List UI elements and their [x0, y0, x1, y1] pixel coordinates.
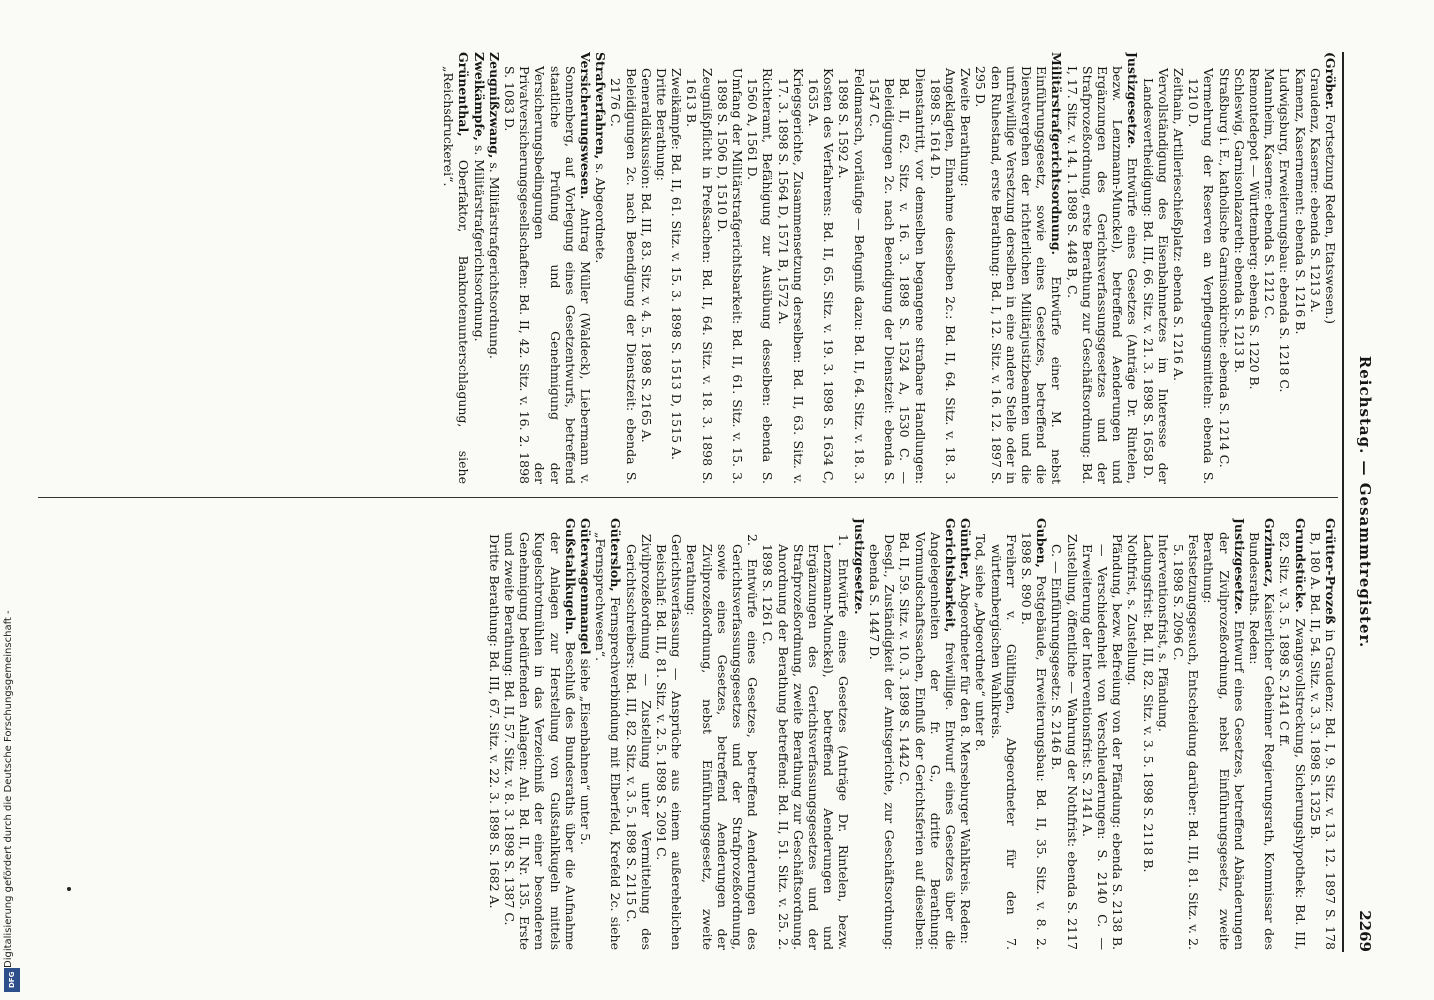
entry-head: Militärstrafgerichtsordnung.	[1049, 52, 1065, 255]
index-entry	[654, 518, 684, 950]
index-entry	[1171, 52, 1186, 484]
index-entry	[928, 52, 958, 484]
index-entry	[1277, 52, 1292, 484]
entry-text: Remontedepot — Württemberg: ebenda S. 1220 B.	[1246, 68, 1262, 390]
entry-text: Festsetzungsgesuch, Entscheidung darüber: Bd. III, 81. Sitz. v. 2. 5. 1898 S. 2096 C.	[1170, 534, 1202, 950]
digitization-credit: Digitalisierung gefördert durch die Deutsche Forschungsgemeinschaft -	[3, 610, 14, 968]
entry-text: Umfang der Militärstrafgerichtsbarkeit: Bd. II, 61. Sitz. v. 15. 3. 1898 S. 1506 D, 1510 D.	[714, 68, 746, 484]
index-entry	[1080, 518, 1126, 950]
index-entry	[593, 518, 623, 950]
entry-text: Kriegsgerichte, Zusammensetzung derselben: Bd. II, 63. Sitz. v. 17. 3. 1898 S. 1564 D, 1571 B, 1572 A.	[775, 68, 806, 484]
index-entry	[1292, 52, 1307, 484]
index-entry	[1262, 52, 1277, 484]
entry-text: Zweite Berathung:	[958, 68, 974, 187]
index-entry	[988, 518, 1018, 950]
index-entry	[1140, 518, 1155, 950]
index-entry	[1049, 518, 1079, 950]
column-divider	[38, 497, 1338, 498]
entry-text: Zwangsvollstreckung, Sicherungshypothek: Bd. III, 82. Sitz. v. 3. 5. 1898 S. 2141 C ff.	[1277, 532, 1308, 950]
index-entry	[745, 52, 775, 484]
index-entry	[775, 52, 805, 484]
entry-text: 2. Entwürfe eines Gesetzes, betreffend Aenderungen des Gerichtsverfassungsgesetzes und der Strafprozeßordnung, sowie eines Gesetzes, betreffend Aenderungen der Zivilprozeßordnung, nebst Einführungsgesetz, zweite Berathung:	[684, 534, 761, 950]
index-entry	[1186, 52, 1216, 484]
index-entry	[836, 52, 866, 484]
entry-head: Gerichtsbarkeit,	[942, 518, 958, 633]
index-entry	[1125, 518, 1140, 950]
entry-text: s. Militärstrafgerichtsordnung.	[486, 162, 502, 359]
dfg-logo: DFG	[4, 968, 20, 992]
entry-text: Entwürfe eines Gesetzes (Anträge Dr. Rintelen, bezw. Lenzmann-Munckel), betreffend Aenderungen und Ergänzungen des Gerichtsverfassungsgesetzes und der Strafprozeßordnung, erste Berathung zur Geschäftsordnung: Bd. I, 17. Sitz. v. 14. 1. 1898 S. 448 B, C.	[1064, 66, 1141, 484]
entry-text: Entwurf eines Gesetzes, betreffend Abänderungen der Zivilprozeßordnung, nebst Einführungsgesetz, zweite Berathung:	[1201, 532, 1247, 950]
entry-text: 1. Entwürfe eines Gesetzes (Anträge Dr. Rintelen, bezw. Lenzmann-Munckel), betreffend Aenderungen und Ergänzungen des Gerichtsverfassungsgesetzes und der Strafprozeßordnung, zweite Berathung zur Geschäftsordnung. Anordnung der Berathung betreffend: Bd. II, 51. Sitz. v. 25. 2. 1898 S. 1261 C.	[760, 534, 852, 950]
entry-text: siehe „Eisenbahnen“ unter 5.	[578, 658, 594, 846]
entry-text: Ludwigsburg, Erweiterungsbau: ebenda S. 1218 C.	[1277, 68, 1293, 393]
ink-dot	[67, 887, 71, 891]
index-entry	[684, 518, 760, 950]
left-column	[38, 52, 1338, 484]
entry-text: Dritte Berathung: Bd. III, 67. Sitz. v. 22. 3. 1898 S. 1682 A.	[486, 534, 502, 909]
entry-head: Justizgesetze.	[1125, 52, 1141, 149]
index-entry	[471, 52, 486, 484]
index-entry	[669, 52, 684, 484]
entry-text: Fernsprechverbindung mit Elberfeld, Krefeld 2c. siehe „Fernsprechwesen“.	[593, 532, 624, 950]
header-rule	[1342, 52, 1344, 952]
index-entry	[715, 52, 745, 484]
index-entry	[684, 52, 714, 484]
entry-text: Dienstantritt, vor demselben begangene strafbare Handlungen: Bd. II, 62. Sitz. v. 16. 3. 1898 S. 1524 A, 1530 C. — Beleidigungen 2c. nach Beendigung der Dienstzeit: ebenda S. 1547 C.	[866, 68, 928, 484]
entry-text: Vervollständigung des Eisenbahnnetzes im Interesse der Landesvertheidigung: Bd. III, 66. Sitz. v. 21. 3. 1898 S. 1658 D.	[1140, 68, 1171, 484]
entry-text: Zivilprozeßordnung — Zustellung unter Vermittelung des Gerichtsschreibers: Bd. III, 82. Sitz. v. 3. 5. 1898 S. 2115 C.	[623, 534, 654, 950]
index-entry	[1308, 518, 1338, 950]
entry-text: Feldmarsch, vorläufige — Befugniß dazu: Bd. II, 64. Sitz. v. 18. 3. 1898 S. 1592 A.	[836, 68, 867, 484]
index-entry	[639, 52, 654, 484]
index-entry	[1064, 52, 1140, 484]
entry-head: Grünenthal,	[456, 52, 472, 137]
page-number: 2269	[1356, 910, 1374, 952]
index-entry	[1171, 518, 1201, 950]
entry-text: Schleswig, Garnisonlazareth: ebenda S. 1213 B.	[1231, 68, 1247, 373]
index-entry	[1140, 52, 1170, 484]
index-entry	[1019, 518, 1049, 950]
entry-text: Richteramt, Befähigung zur Ausübung desselben: ebenda S. 1560 A, 1561 D.	[745, 68, 776, 484]
entry-head: Günther,	[958, 518, 974, 580]
index-entry	[973, 518, 988, 950]
entry-head: Güterwagenmangel	[578, 518, 594, 655]
index-entry	[1247, 518, 1277, 950]
index-entry	[1201, 518, 1247, 950]
index-entry	[1232, 52, 1247, 484]
entry-text: Kosten des Verfahrens: Bd. II, 65. Sitz. v. 19. 3. 1898 S. 1634 C, 1635 A.	[806, 68, 837, 484]
entry-text: Entwürfe einer M. nebst Einführungsgesetz, sowie eines Gesetzes, betreffend die Dienstvergehen der richterlichen Militärjustizbeamten und die unfreiwillige Versetzung derselben in eine andere Stelle oder in den Ruhestand, erste Berathung: Bd. I, 12. Sitz. v. 16. 12. 1897 S. 295 D.	[973, 66, 1065, 484]
entry-text: Fortsetzung Reden, Etatswesen.)	[1323, 113, 1338, 325]
entry-text: Pfändung, bezw. Befreiung von der Pfändung: ebenda S. 2138 B. — Verschiedenheit von Verschleuderungen: S. 2140 C. — Erweiterung der Interventionsfrist: S. 2141 A.	[1079, 534, 1126, 950]
entry-text: Ladungsfrist: Bd. III, 82. Sitz. v. 3. 5. 1898 S. 2118 B.	[1140, 534, 1156, 873]
index-entry	[852, 518, 867, 950]
index-entry	[760, 518, 851, 950]
entry-head: Zweikämpfe,	[471, 52, 487, 141]
entry-text: s. Abgeordnete.	[593, 163, 609, 264]
index-entry	[608, 52, 638, 484]
index-entry	[1247, 52, 1262, 484]
entry-head: (Gröber.	[1323, 52, 1338, 110]
entry-text: Beleidigungen 2c. nach Beendigung der Dienstzeit: ebenda S. 2176 C.	[608, 68, 639, 484]
entry-text: Vermehrung der Reserven an Verpflegungsmitteln: ebenda S. 1210 D.	[1186, 68, 1217, 484]
entry-text: Abgeordneter für den 8. Merseburger Wahlkreis. Reden:	[958, 583, 974, 944]
entry-text: Zeugnißpflicht in Preßsachen: Bd. II, 64. Sitz. v. 18. 3. 1898 S. 1613 B.	[684, 68, 715, 484]
index-entry	[623, 518, 653, 950]
entry-text: Angeklagten, Einnahme desselben 2c.: Bd. II, 64. Sitz. v. 18. 3. 1898 S. 1614 D.	[927, 68, 958, 484]
index-entry	[487, 518, 502, 950]
index-entry	[958, 52, 973, 484]
entry-text: Gerichtsverfassung — Ansprüche aus einem außerehelichen Beischlaf: Bd. III, 81. Sitz. v. 2. 5. 1898 S. 2091 C.	[654, 534, 685, 950]
entry-text: Freiherr v. Gültlingen, Abgeordneter für den 7. württembergischen Wahlkreis.	[988, 534, 1019, 950]
entry-text: in Graudenz: Bd. I, 9. Sitz. v. 13. 12. 1897 S. 178 B, 180 A. Bd. II, 54. Sitz. v. 3. 3. 1898 S. 1325 B.	[1307, 532, 1338, 950]
index-entry	[1308, 52, 1323, 484]
index-entry	[1323, 52, 1338, 484]
entry-text: Beschluß des Bundesraths über die Aufnahme der Anlagen zur Herstellung von Gußstahlkugeln mittels Kugelschrotmühlen in das Verzeichniß der einer besonderen Genehmigung bedürfenden Anlagen: Anl. Bd. II, Nr. 135. Erste und zweite Berathung: Bd. II, 57. Sitz. v. 8. 3. 1898 S. 1387 C.	[502, 532, 578, 950]
index-entry	[806, 52, 836, 484]
entry-text: Zustellung, öffentliche — Wahrung der Nothfrist: ebenda S. 2117 C. — Einführungsgesetz: S. 2146 B.	[1049, 534, 1080, 950]
entry-text: Straßburg i. E., katholische Garnisonkirche: ebenda S. 1214 C.	[1216, 68, 1232, 468]
entry-head: Justizgesetze.	[1231, 518, 1247, 615]
entry-text: Postgebäude, Erweiterungsbau: Bd. II, 35. Sitz. v. 8. 2. 1898 S. 890 B.	[1018, 532, 1050, 950]
index-entry	[502, 52, 593, 484]
entry-text: Antrag Müller (Waldeck), Liebermann v. Sonnenberg, auf Vorlegung eines Gesetzentwurfs, betreffend staatliche Prüfung und Genehmigung der Versicherungsbedingungen der Privatversicherungsgesellschaften: Bd. II, 42. Sitz. v. 16. 2. 1898 S. 1083 D.	[502, 66, 594, 484]
entry-text: Desgl., Zuständigkeit der Amtsgerichte, zur Geschäftsordnung: ebenda S. 1447 D.	[866, 534, 898, 950]
index-entry	[593, 52, 608, 484]
index-entry	[487, 52, 502, 484]
entry-text: Interventionsfrist, s. Pfändung.	[1155, 534, 1171, 732]
index-entry	[502, 518, 578, 950]
entry-head: Strafverfahren,	[593, 52, 609, 160]
index-entry	[1156, 518, 1171, 950]
entry-head: Grütter-Prozeß	[1323, 518, 1338, 625]
index-entry	[958, 518, 973, 950]
index-entry	[897, 518, 958, 950]
entry-text: Zweikämpfe: Bd. II, 61. Sitz. v. 15. 3. 1898 S. 1513 D, 1515 A.	[669, 68, 685, 461]
entry-text: Nothfrist, s. Zustellung.	[1125, 534, 1141, 686]
entry-text: Kamenz, Kasernement: ebenda S. 1216 B.	[1292, 68, 1308, 335]
entry-head: Grundstücke.	[1292, 518, 1308, 613]
running-head	[1348, 52, 1374, 952]
entry-text: s. Militärstrafgerichtsordnung.	[471, 144, 487, 342]
entry-text: Dritte Berathung:	[654, 68, 670, 181]
index-entry	[973, 52, 1064, 484]
entry-head: Grzimacz,	[1262, 518, 1278, 588]
entry-text: Kaiserlicher Geheimer Regierungsrath, Kommissar des Bundesraths. Reden:	[1246, 532, 1278, 950]
entry-text: Oberfaktor, Banknotenunterschlagung, siehe „Reichsdruckerei“.	[441, 66, 472, 484]
index-entry	[867, 52, 928, 484]
entry-head: Gußstahlkugeln.	[562, 518, 578, 635]
entry-head: Justizgesetze.	[851, 518, 867, 615]
entry-text: freiwillige. Entwurf eines Gesetzes über die Angelegenheiten der fr. G., dritte Berathung: Vormundschaftssachen, Einfluß der Gerichtsferien auf dieselben: Bd. II, 59. Sitz. v. 10. 3. 1898 S. 1442 C.	[897, 532, 958, 950]
entry-head: Gütersloh,	[608, 518, 624, 592]
index-entry	[1216, 52, 1231, 484]
right-column	[38, 518, 1338, 950]
entry-head: Zeugnißzwang,	[486, 52, 502, 159]
entry-head: Versicherungswesen.	[578, 52, 594, 200]
entry-head: Guben,	[1034, 518, 1050, 568]
entry-text: Graudenz, Kaserne: ebenda S. 1213 A.	[1307, 68, 1323, 313]
index-entry	[654, 52, 669, 484]
entry-text: Mannheim, Kaserne: ebenda S. 1212 C.	[1262, 68, 1278, 320]
entry-text: Zeithain, Artillerieschießplatz: ebenda S. 1216 A.	[1170, 68, 1186, 381]
index-entry	[867, 518, 897, 950]
index-entry	[441, 52, 471, 484]
index-entry	[578, 518, 593, 950]
entry-text: Generaldiskussion: Bd. III, 83. Sitz. v. 4. 5. 1898 S. 2165 A.	[638, 68, 654, 443]
entry-text: Tod, siehe „Abgeordnete“ unter 8.	[973, 534, 989, 752]
index-entry	[1277, 518, 1307, 950]
header-title: Reichstag. — Gesammtregister.	[1356, 355, 1374, 649]
